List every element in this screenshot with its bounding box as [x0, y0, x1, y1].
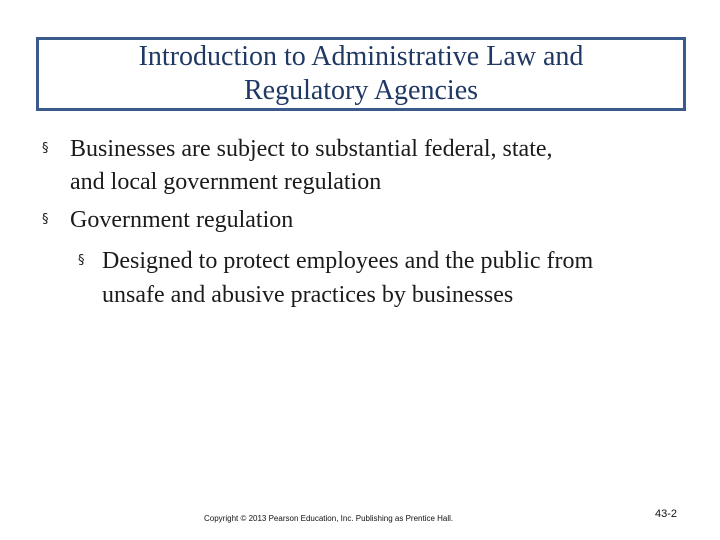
slide-title-line-2: Regulatory Agencies — [243, 75, 479, 106]
sub-bullet-line-1: Designed to protect employees and the public from — [102, 248, 594, 274]
slide-title-line-1: Introduction to Administrative Law and — [138, 41, 584, 72]
sub-bullet-line-2: unsafe and abusive practices by businesses — [102, 282, 514, 308]
bullet-2-line-1: Government regulation — [70, 207, 294, 233]
bullet-marker-icon: § — [42, 212, 49, 227]
bullet-1-line-1: Businesses are subject to substantial federal, state, — [70, 136, 553, 162]
footer-copyright: Copyright © 2013 Pearson Education, Inc. Publishing as Prentice Hall. — [204, 514, 454, 523]
footer-page-number: 43-2 — [655, 508, 678, 520]
sub-bullet-marker-icon: § — [78, 253, 85, 268]
bullet-marker-icon: § — [42, 141, 49, 156]
bullet-1-line-2: and local government regulation — [70, 169, 382, 195]
